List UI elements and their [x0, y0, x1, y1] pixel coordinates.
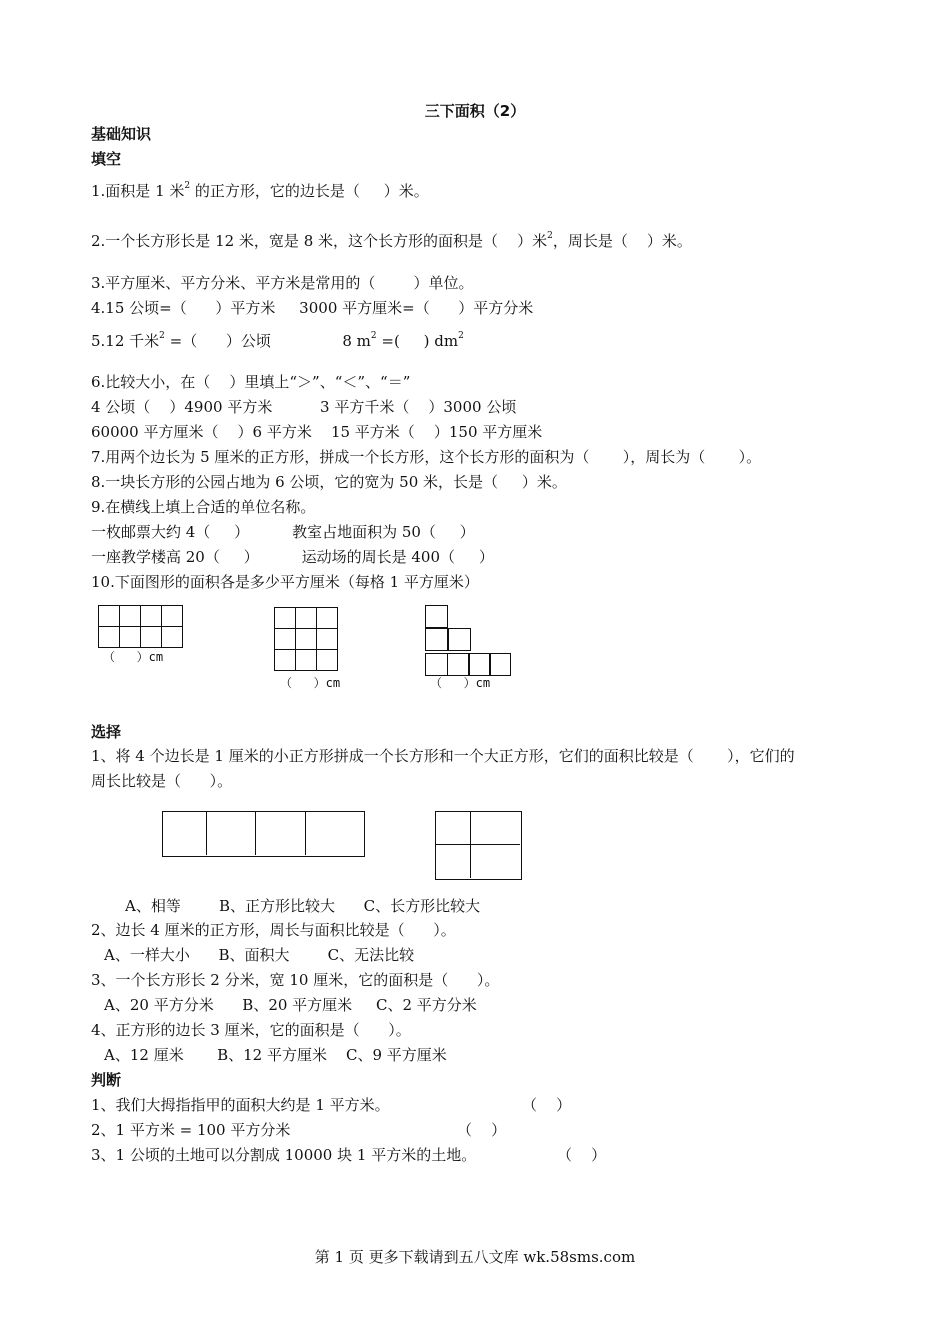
choice-4: 4、正方形的边长 3 厘米，它的面积是（ ）。 [91, 1021, 411, 1039]
judge-2-answer: （ ） [457, 1121, 507, 1139]
question-6: 6.比较大小，在（ ）里填上“＞”、“＜”、“＝” [91, 373, 411, 391]
page-footer: 第 1 页 更多下载请到五八文库 wk.58sms.com [314, 1248, 636, 1266]
question-9: 9.在横线上填上合适的单位名称。 [91, 498, 316, 516]
question-6-row-1: 4 公顷（ ）4900 平方米 3 平方千米（ ）3000 公顷 [91, 398, 517, 416]
question-1: 1.面积是 1 米$^2$ 的正方形，它的边长是（ ）米。 [91, 181, 429, 200]
judge-3: 3、1 公顷的土地可以分割成 10000 块 1 平方米的土地。 [91, 1146, 477, 1164]
judge-1-answer: （ ） [522, 1096, 572, 1114]
grid-figure-2 [274, 607, 338, 671]
question-9-row-2: 一座教学楼高 20（ ） 运动场的周长是 400（ ） [91, 548, 494, 566]
choice-1-line-1: 1、将 4 个边长是 1 厘米的小正方形拼成一个长方形和一个大正方形，它们的面积比较是（ ），它们的 [91, 747, 795, 765]
choice-3: 3、一个长方形长 2 分米，宽 10 厘米，它的面积是（ ）。 [91, 971, 500, 989]
choice-2: 2、边长 4 厘米的正方形，周长与面积比较是（ ）。 [91, 921, 456, 939]
choice-1-options: A、相等 B、正方形比较大 C、长方形比较大 [125, 897, 481, 915]
judge-2: 2、1 平方米 = 100 平方分米 [91, 1121, 291, 1139]
question-6-row-2: 60000 平方厘米（ ）6 平方米 15 平方米（ ）150 平方厘米 [91, 423, 543, 441]
question-5: 5.12 千米$^2$ =（ ）公顷 8 $m^2$ =( ) $dm^2$ [91, 331, 464, 350]
grid-figure-1 [98, 605, 183, 648]
choice-1-line-2: 周长比较是（ ）。 [91, 772, 233, 790]
judge-1: 1、我们大拇指指甲的面积大约是 1 平方米。 [91, 1096, 390, 1114]
grid-figure-1-caption: （ ）cm [103, 650, 164, 664]
grid-figure-2-caption: （ ）cm [280, 676, 341, 690]
section-fill-heading: 填空 [91, 150, 122, 168]
question-4: 4.15 公顷=（ ）平方米 3000 平方厘米=（ ）平方分米 [91, 299, 534, 317]
judge-3-answer: （ ） [557, 1146, 607, 1164]
question-10: 10.下面图形的面积各是多少平方厘米（每格 1 平方厘米） [91, 573, 479, 591]
section-basic-heading: 基础知识 [91, 125, 152, 143]
choice-3-options: A、20 平方分米 B、20 平方厘米 C、2 平方分米 [104, 996, 477, 1014]
question-2: 2.一个长方形长是 12 米，宽是 8 米，这个长方形的面积是（ ）米$^2$，周长是（ ）米。 [91, 231, 692, 250]
choice-4-options: A、12 厘米 B、12 平方厘米 C、9 平方厘米 [104, 1046, 447, 1064]
choice-2-options: A、一样大小 B、面积大 C、无法比较 [104, 946, 415, 964]
section-choice-heading: 选择 [91, 723, 122, 741]
page-title: 三下面积（2） [424, 102, 526, 120]
question-9-row-1: 一枚邮票大约 4（ ） 教室占地面积为 50（ ） [91, 523, 475, 541]
question-3: 3.平方厘米、平方分米、平方米是常用的（ ）单位。 [91, 274, 474, 292]
section-judge-heading: 判断 [91, 1071, 122, 1089]
question-7: 7.用两个边长为 5 厘米的正方形，拼成一个长方形，这个长方形的面积为（ ），周长为（ ）。 [91, 448, 762, 466]
grid-figure-3-caption: （ ）cm [430, 676, 491, 690]
question-8: 8.一块长方形的公园占地为 6 公顷，它的宽为 50 米，长是（ ）米。 [91, 473, 567, 491]
